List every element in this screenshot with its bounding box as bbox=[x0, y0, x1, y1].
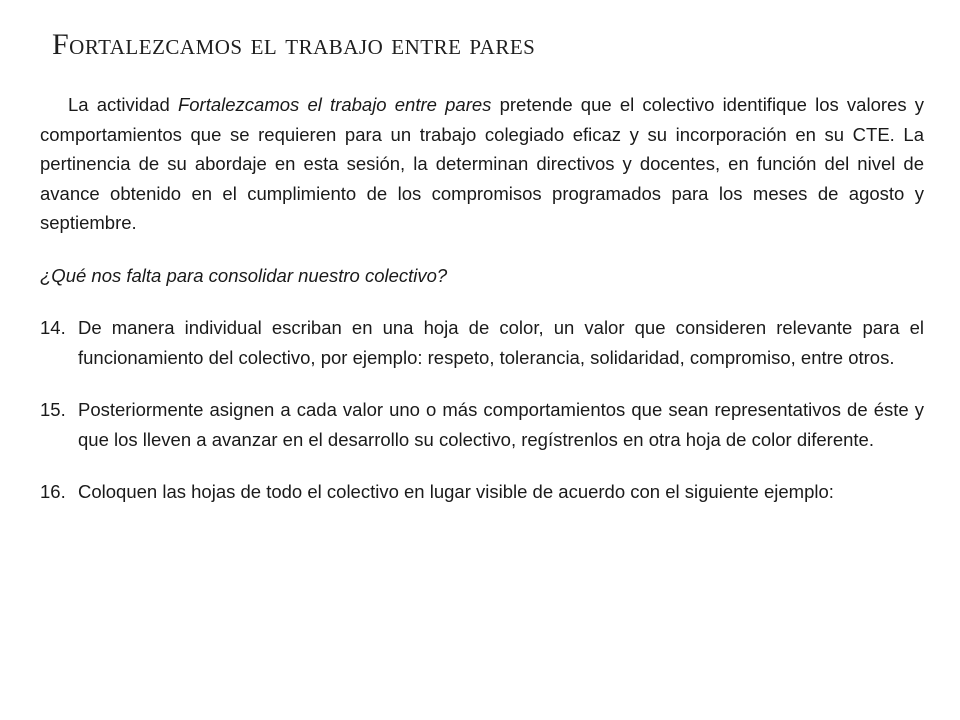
activity-name: Fortalezcamos el trabajo entre pares bbox=[177, 94, 492, 115]
guiding-question: ¿Qué nos falta para consolidar nuestro colectivo? bbox=[40, 264, 448, 286]
list-item bbox=[40, 395, 924, 454]
item-text: Coloquen las hojas de todo el colectivo en lugar visible de acuerdo con el siguiente ejemplo: bbox=[78, 481, 834, 502]
intro-post: pretende que el colectivo identifique los valores y comportamientos que se requieren para un trabajo colegiado eficaz y su incorporación en su CTE. La pertinencia de su abordaje en esta sesión, la determinan directivos y docentes, en función del nivel de avance obtenido en el cumplimiento de los compromisos programados para los meses de agosto y septiembre. bbox=[40, 94, 924, 233]
item-number: 15. bbox=[40, 399, 66, 420]
item-text: Posteriormente asignen a cada valor uno o más comportamientos que sean representativos de éste y que los lleven a avanzar en el desarrollo su colectivo, regístrenlos en otra hoja de color diferente. bbox=[78, 399, 924, 450]
item-text: De manera individual escriban en una hoja de color, un valor que consideren relevante para el funcionamiento del colectivo, por ejemplo: respeto, tolerancia, solidaridad, compromiso, entre otros. bbox=[78, 317, 924, 368]
list-item bbox=[40, 477, 924, 507]
item-number: 14. bbox=[40, 317, 66, 338]
intro-pre: La actividad bbox=[68, 94, 178, 115]
intro-paragraph bbox=[40, 90, 924, 238]
item-number: 16. bbox=[40, 481, 66, 502]
list-item bbox=[40, 313, 924, 372]
page-title: Fortalezcamos el trabajo entre pares bbox=[52, 28, 536, 61]
content-body bbox=[40, 90, 924, 507]
